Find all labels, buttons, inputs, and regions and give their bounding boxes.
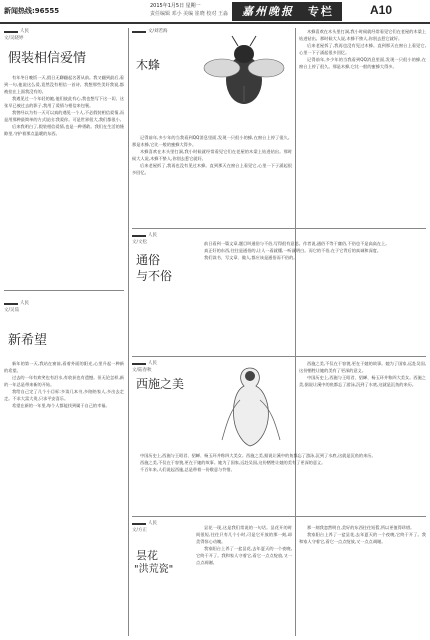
paragraph: 我曾经以为有一天可以真的遇见一个人,不必假装相信爱情,而是用那种最简单的方式说出:我爱你。可是世界很大,我们都很小。 bbox=[4, 110, 124, 122]
section-tag: 人民 bbox=[132, 360, 192, 367]
article-title: 木蜂 bbox=[136, 58, 161, 72]
paragraph: 真正好的东西,往往是通俗的,让人一看就懂,一听就明白。而它的不俗,在于它背后的真诚和深度。 bbox=[204, 248, 382, 253]
paragraph: 那一刻我忽然明白,美好的东西往往短暂,所以更值得珍惜。 bbox=[307, 525, 415, 530]
paragraph: 昙花一现,这是我们常说的一句话。昙花开的时间很短,往往只有几个小时,可是它开放的那一刻,却美得惊心动魄。 bbox=[196, 525, 292, 544]
article-title-line1: 通俗 bbox=[136, 253, 161, 267]
column-divider bbox=[128, 28, 129, 636]
masthead-logo: 嘉州晚报 bbox=[242, 5, 294, 18]
paragraph: 千百年来,人们说起西施,总是带着一份敬意与怜惜。 bbox=[140, 467, 235, 472]
paragraph: 木蜂喜欢在木头里打洞,我小时候就经常看见它们在老屋的木梁上钻进钻出。那时候大人说,木蜂不蛰人,你别去惹它就好。 bbox=[299, 29, 426, 41]
editor-credits: 责任编辑 邓小 美编 崔晓 校对 王淼 bbox=[150, 11, 228, 17]
article-title: 新希望 bbox=[8, 333, 48, 348]
page-number: A10 bbox=[370, 3, 393, 17]
byline: 文/陆春秋 bbox=[132, 368, 152, 373]
section-tag: 文/刘若海 bbox=[132, 28, 292, 35]
article-epiphyllum bbox=[132, 520, 192, 636]
section-tag: 人民 bbox=[132, 520, 192, 527]
paragraph: 后来老屋拆了,我再也没有见过木蜂。直到那天在窗台上看见它,心里一下子涌起很多回忆。 bbox=[132, 163, 292, 175]
masthead bbox=[232, 2, 342, 21]
article-title-line2: "洪荒瓷" bbox=[134, 564, 174, 575]
article-title: 假装相信爱情 bbox=[8, 51, 87, 66]
article-xishi-side bbox=[299, 360, 426, 450]
paragraph: 西施之美,不仅在于容貌,更在于她的故事。她为了国家,远赴吴国,这份牺牲让她的美有了更深的意义。 bbox=[140, 460, 326, 465]
paragraph: 我们读书、写文章、做人,都应该是通俗而不俗的。 bbox=[204, 255, 298, 260]
article-title-line2: 与不俗 bbox=[136, 269, 173, 283]
page-header bbox=[0, 0, 430, 24]
paragraph: 中国历史上,西施与王昭君、貂蝉、杨玉环并称四大美女。西施之美,据说让溪中的鱼都忘了游泳,沉到了水底,这就是沉鱼的来历。 bbox=[299, 375, 426, 387]
section-tag: 人民 bbox=[4, 300, 124, 307]
paragraph: 前日看到一篇文章,题目叫通俗与不俗,写得很有意思。作者说,通俗不等于庸俗,不俗也不是高高在上。 bbox=[204, 241, 390, 246]
section-divider bbox=[132, 516, 426, 517]
section-divider bbox=[4, 290, 124, 291]
section-divider bbox=[132, 356, 426, 357]
paragraph: 我家阳台上养了一盆昙花,去年夏天的一个夜晚,它终于开了。我和家人守着它,看它一点点绽放,又一点点凋谢。 bbox=[196, 546, 292, 565]
article-epiphyllum-side bbox=[299, 524, 426, 636]
article-wood-bee-body bbox=[132, 134, 292, 224]
section-tag: 人民 bbox=[132, 232, 192, 239]
section-divider bbox=[132, 228, 426, 229]
article-popular bbox=[132, 232, 192, 342]
paragraph: 新年的第一天,我站在窗前,看着外面的阳光,心里升起一种新的希望。 bbox=[4, 361, 124, 373]
paragraph: 木蜂喜欢在木头里打洞,我小时候就经常看见它们在老屋的木梁上钻进钻出。那时候大人说,木蜂不蛰人,你别去惹它就好。 bbox=[132, 149, 292, 161]
byline: 文/吴茹 bbox=[4, 308, 20, 313]
article-epiphyllum-body bbox=[196, 524, 292, 636]
paragraph: 记得前年,多少年的当我看到QQ消息里面,发现一只很小的蜂,在窗台上停了很久。那是木蜂,它比一般的蜜蜂大得多。 bbox=[299, 57, 426, 69]
byline: 文/文松 bbox=[132, 240, 148, 245]
issue-date: 2015年1月5日 星期一 bbox=[150, 3, 201, 9]
paragraph: 我家阳台上养了一盆昙花,去年夏天的一个夜晚,它终于开了。我和家人守着它,看它一点点绽放,又一点点凋谢。 bbox=[299, 532, 426, 544]
section-name: 专栏 bbox=[307, 5, 334, 18]
paragraph: 后来我明白了,假装相信爱情,也是一种勇敢。我们在生活的缝隙里,守护着那点温暖的东西。 bbox=[4, 124, 124, 136]
byline: 文/吴晓婷 bbox=[4, 36, 24, 41]
news-hotline: 新闻热线:96555 bbox=[4, 7, 60, 15]
paragraph: 我给自己定了几个小目标:多读几本书,多陪陪家人,多出去走走。不求大富大贵,只求平安喜乐。 bbox=[4, 389, 124, 401]
paragraph: 中国历史上,西施与王昭君、貂蝉、杨玉环并称四大美女。西施之美,据说让溪中的鱼都忘了游泳,沉到了水底,这就是沉鱼的来历。 bbox=[140, 453, 376, 458]
article-xishi-body bbox=[132, 452, 426, 512]
paragraph: 记得前年,多少年的当我看到QQ消息里面,发现一只很小的蜂,在窗台上停了很久。那是木蜂,它比一般的蜜蜂大得多。 bbox=[132, 135, 292, 147]
article-new-hope bbox=[4, 300, 124, 636]
byline: 文/方正 bbox=[132, 528, 148, 533]
article-popular-body bbox=[196, 240, 426, 350]
paragraph: 有年冬日晚饭一天,假日无聊翻起名著从前。我又翻到最后,看到一句,他说这么爱,竟然没有相信一首诗。我想那些美好我说,都被挂在上面我没有的。 bbox=[4, 75, 124, 94]
bee-illustration bbox=[200, 32, 288, 122]
paragraph: 我遇见过一个年轻的她,他们彼此有心,我也想写下这一切。这张早已被过去的影子,我用了爱情与相信来包裹。 bbox=[4, 96, 124, 108]
article-title-line1: 昙花 bbox=[136, 549, 158, 562]
xishi-illustration bbox=[210, 360, 290, 450]
article-wood-bee-continued bbox=[299, 28, 426, 224]
paragraph: 后来老屋拆了,我再也没有见过木蜂。直到那天在窗台上看见它,心里一下子涌起很多回忆。 bbox=[299, 43, 426, 55]
paragraph: 西施之美,不仅在于容貌,更在于她的故事。她为了国家,远赴吴国,这份牺牲让她的美有了更深的意义。 bbox=[299, 361, 426, 373]
paragraph: 希望在新的一年里,每个人都能找到属于自己的幸福。 bbox=[12, 403, 110, 408]
section-tag: 人民 bbox=[4, 28, 124, 35]
article-title: 西施之美 bbox=[136, 377, 185, 391]
article-love bbox=[4, 28, 124, 286]
paragraph: 过去的一年有欢笑也有泪水,有收获也有遗憾。但无论怎样,新的一年总是带来新的开始。 bbox=[4, 375, 124, 387]
